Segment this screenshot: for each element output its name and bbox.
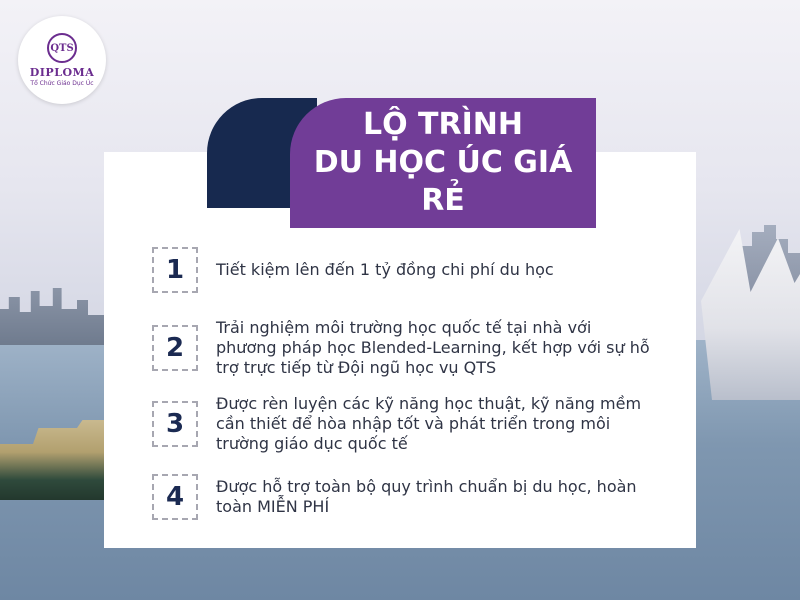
item-number: 2 [152, 325, 198, 371]
title-line-1: LỘ TRÌNH [362, 107, 523, 142]
item-text: Được rèn luyện các kỹ năng học thuật, kỹ năng mềm cần thiết để hòa nhập tốt và phát triển trong môi trường giáo dục quốc tế [216, 394, 642, 453]
item-number: 4 [152, 474, 198, 520]
item-text: Trải nghiệm môi trường học quốc tế tại nhà với phương pháp học Blended-Learning, kết hợp với sự hỗ trợ trực tiếp từ Đội ngũ học vụ QTS [216, 318, 650, 377]
logo-mark: QTS [47, 33, 77, 63]
brand-logo [18, 16, 106, 104]
list-item [152, 247, 652, 293]
list-item [152, 318, 652, 378]
item-number: 1 [152, 247, 198, 293]
item-text: Được hỗ trợ toàn bộ quy trình chuẩn bị du học, hoàn toàn MIỄN PHÍ [216, 477, 637, 516]
logo-name: DIPLOMA [29, 66, 95, 79]
list-item [152, 474, 652, 520]
title-line-2: DU HỌC ÚC GIÁ RẺ [313, 145, 573, 218]
item-number: 3 [152, 401, 198, 447]
item-text: Tiết kiệm lên đến 1 tỷ đồng chi phí du học [216, 260, 554, 279]
title-banner [290, 98, 596, 228]
list-item [152, 394, 652, 454]
logo-tagline: Tổ Chức Giáo Dục Úc [30, 80, 94, 87]
